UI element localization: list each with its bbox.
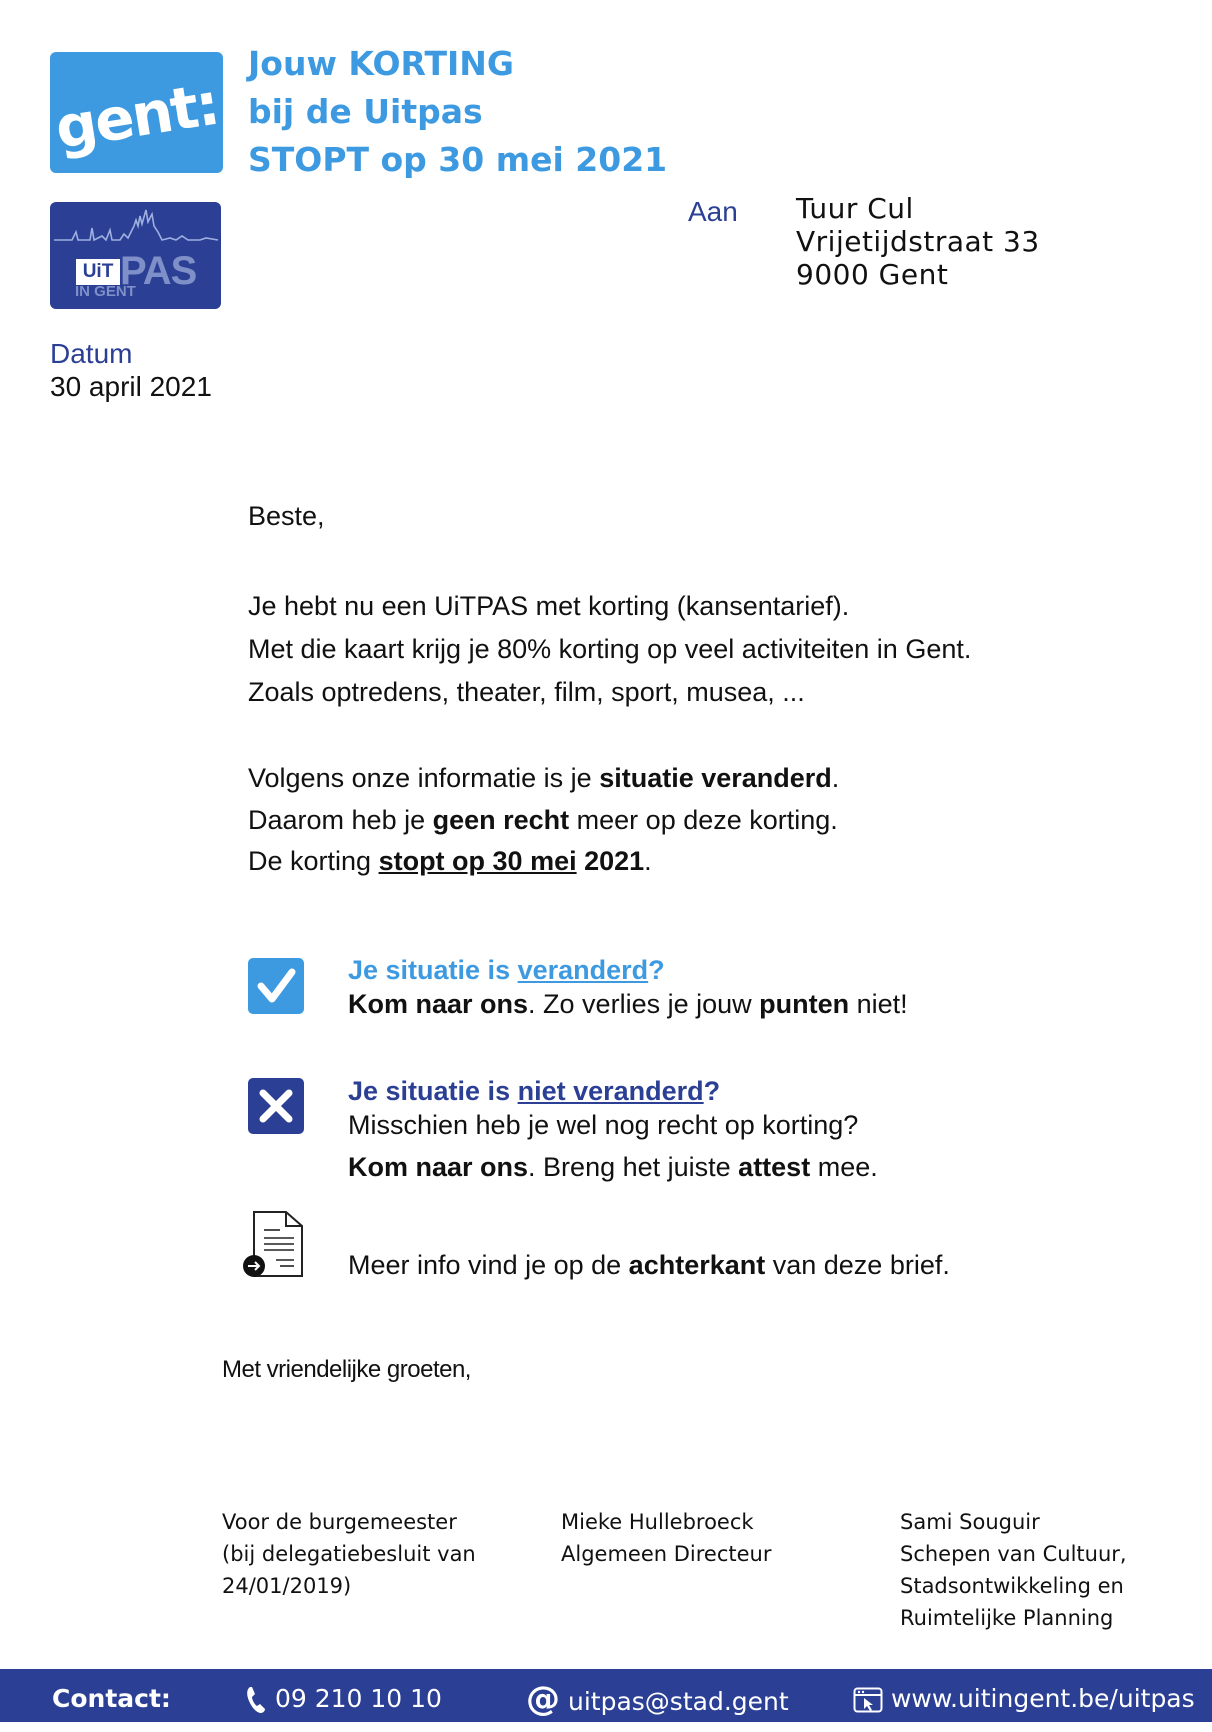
option-changed-title <box>348 953 908 987</box>
option-unchanged-title <box>348 1074 878 1108</box>
signature-block-director <box>561 1506 771 1570</box>
option-changed <box>348 953 908 1021</box>
bold-segment: 2021 <box>576 846 645 876</box>
text-segment: ? <box>648 955 665 985</box>
uitpas-uit-text: UiT <box>76 259 120 285</box>
recipient-name: Tuur Cul <box>796 192 914 225</box>
recipient-address <box>796 192 1040 291</box>
recipient-street: Vrijetijdstraat 33 <box>796 225 1040 258</box>
bold-segment: Kom naar ons <box>348 989 529 1019</box>
document-arrow-icon <box>240 1208 306 1280</box>
text-segment: . <box>831 763 840 793</box>
contact-label: Contact: <box>52 1684 171 1713</box>
text-segment: Je situatie is <box>348 955 518 985</box>
signature-block-mayor <box>222 1506 476 1602</box>
more-info-line <box>348 1248 950 1282</box>
option-unchanged-line-1: Misschien heb je wel nog recht op korting? <box>348 1110 859 1140</box>
signature-line: Stadsontwikkeling en <box>900 1574 1124 1598</box>
recipient-city: 9000 Gent <box>796 258 949 291</box>
text-segment: . <box>644 846 652 876</box>
signature-line: Algemeen Directeur <box>561 1542 772 1566</box>
bold-segment: achterkant <box>628 1250 766 1280</box>
text-segment: . Zo verlies je jouw <box>528 989 760 1019</box>
option-unchanged-line-2 <box>348 1150 878 1184</box>
text-segment: De korting <box>248 846 379 876</box>
at-icon: @ <box>526 1679 560 1719</box>
recipient-label: Aan <box>688 196 738 227</box>
bold-segment: Kom naar ons <box>348 1152 529 1182</box>
uitpas-ingent-text: IN GENT <box>75 283 136 300</box>
underlined-segment: niet veranderd <box>517 1076 704 1106</box>
salutation: Beste, <box>248 501 325 531</box>
phone-icon <box>245 1685 267 1715</box>
signature-line: 24/01/2019) <box>222 1574 352 1598</box>
bold-segment: punten <box>759 989 850 1019</box>
paragraph-2-line-3 <box>248 845 652 877</box>
signature-block-alderman <box>900 1506 1127 1634</box>
text-segment: Je situatie is <box>348 1076 518 1106</box>
text-segment: . Breng het juiste <box>528 1152 739 1182</box>
text-segment: mee. <box>810 1152 878 1182</box>
paragraph-1-line-1: Je hebt nu een UiTPAS met korting (kansentarief). <box>248 591 850 621</box>
contact-email[interactable] <box>526 1669 789 1722</box>
gent-logo-text: gent: <box>50 69 223 162</box>
option-unchanged <box>348 1074 878 1184</box>
contact-website[interactable] <box>853 1669 1195 1722</box>
signature-line: Schepen van Cultuur, <box>900 1542 1127 1566</box>
bold-segment: attest <box>738 1152 811 1182</box>
bold-segment: situatie veranderd <box>599 763 832 793</box>
bold-segment: geen recht <box>432 805 570 835</box>
signature-line: Mieke Hullebroeck <box>561 1510 754 1534</box>
headline <box>248 40 808 184</box>
text-segment: van deze brief. <box>765 1250 950 1280</box>
headline-line-1: Jouw KORTING <box>248 44 514 83</box>
paragraph-1-line-3: Zoals optredens, theater, film, sport, musea, ... <box>248 677 805 707</box>
text-segment: Volgens onze informatie is je <box>248 763 600 793</box>
signature-line: (bij delegatiebesluit van <box>222 1542 476 1566</box>
option-changed-line <box>348 987 908 1021</box>
checkbox-checked-icon <box>248 958 304 1014</box>
contact-phone-number: 09 210 10 10 <box>274 1684 442 1713</box>
closing-greeting: Met vriendelijke groeten, <box>222 1356 471 1383</box>
signature-line: Voor de burgemeester <box>222 1510 457 1534</box>
text-segment: Daarom heb je <box>248 805 433 835</box>
signature-line: Ruimtelijke Planning <box>900 1606 1114 1630</box>
text-segment: ? <box>703 1076 721 1106</box>
headline-line-2: bij de Uitpas <box>248 92 483 131</box>
date-value: 30 april 2021 <box>50 371 212 402</box>
contact-footer <box>0 1669 1212 1722</box>
contact-website-url: www.uitingent.be/uitpas <box>890 1684 1195 1713</box>
text-segment: meer op deze korting. <box>569 805 838 835</box>
paragraph-1-line-2: Met die kaart krijg je 80% korting op veel activiteiten in Gent. <box>248 634 972 664</box>
date-label: Datum <box>50 338 133 369</box>
browser-cursor-icon <box>853 1687 883 1713</box>
text-segment: niet! <box>849 989 908 1019</box>
paragraph-2-line-1 <box>248 762 839 794</box>
uitpas-logo <box>50 202 221 309</box>
contact-email-address: uitpas@stad.gent <box>568 1687 789 1716</box>
contact-phone[interactable] <box>245 1669 442 1722</box>
underlined-segment: veranderd <box>517 955 649 985</box>
uitpas-pas-text: PAS <box>120 249 197 293</box>
headline-line-3: STOPT op 30 mei 2021 <box>248 140 668 179</box>
checkbox-cross-icon <box>248 1078 304 1134</box>
paragraph-2-line-2 <box>248 804 838 836</box>
gent-logo <box>50 52 223 173</box>
text-segment: Meer info vind je op de <box>348 1250 629 1280</box>
signature-line: Sami Souguir <box>900 1510 1040 1534</box>
underlined-bold-segment: stopt op 30 mei <box>378 846 577 876</box>
